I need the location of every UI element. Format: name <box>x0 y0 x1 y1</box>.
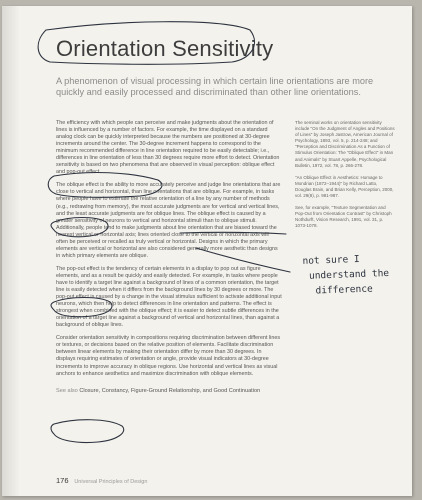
note-line: not sure I <box>302 253 360 267</box>
book-page <box>2 6 412 496</box>
side-note: "An Oblique Effect in Aesthetics: Homage to Mondrian (1872–1944)" by Richard Latto, Douglas Brain, and Brian Kelly, Perception, 2000, vol. 29(8), p. 981-987. <box>295 174 394 199</box>
side-note: See, for example, "Texture Segmentation and Pop-Out from Orientation Contrast" by Christoph Nothdurft, Vision Research, 1991, vol. 31, p. 1073-1078. <box>295 205 392 229</box>
page-gutter-shadow <box>2 6 20 496</box>
book-title-footer: Universal Principles of Design <box>74 479 148 485</box>
see-also <box>56 388 282 395</box>
paragraph-intro: The efficiency with which people can perceive and make judgments about the orientation of lines is influenced by a number of factors. For example, the time displayed on a standard analog clock can be quickly interpreted because the numbers are positioned at 30-degree increments around the center. The 30-degree increment happens to correspond to the minimum recommended difference in line orientation required to be easily detectable; i.e., differences in line orientation of less than 30 degrees require more effort to detect. Orientation sensitivity is based on two phenomena that are observed in visual perception: oblique effect and pop-out effect. <box>56 120 280 176</box>
paragraph-oblique-effect: The oblique effect is the ability to more accurately perceive and judge line orientations that are close to vertical and horizontal, than line orientations that are oblique. For example, in tasks where people have to estimate the relative orientation of a line by any number of methods (e.g., redrawing from memory), the most accurate judgments are for vertical and vertical lines, and the least accurate judgments are for oblique lines. The oblique effect is caused by a greater sensitivity of neurons to vertical and horizontal stimuli than to oblique stimuli. Additionally, people tend to make judgments about line orientation that are biased toward the nearest vertical or horizontal axis; lines oriented close to the vertical or horizontal axis will often be perceived or recalled as truly vertical or horizontal. Designs in which the primary elements are vertical or horizontal are also considered generally more aesthetic than designs in which primary elements are oblique. <box>56 182 281 259</box>
note-line: understand the <box>308 267 390 282</box>
page-subtitle: A phenomenon of visual processing in which certain line orientations are more quickly and easily processed and discriminated than other line orientations. <box>56 76 374 98</box>
note-line: difference <box>315 283 373 297</box>
see-also-label: See also <box>56 387 78 394</box>
page-footer <box>56 476 147 485</box>
see-also-links: Closure, Constancy, Figure-Ground Relationship, and Good Continuation <box>79 387 261 394</box>
side-note: The seminal works on orientation sensitivity include "On the Judgment of Angles and Positions of Lines" by Joseph Jastrow, American Journal of Psychology, 1893, vol. 5, p. 214-248; and "Perception and Discrimination As a Function of Stimulus Orientation: The "Oblique Effect" in Man and Animals" by Stuart Appelle, Psychological Bulletin, 1972, vol. 78, p. 266-278. <box>295 120 395 168</box>
page-number: 176 <box>56 476 69 485</box>
main-text-column <box>56 120 282 401</box>
handwritten-margin-note <box>302 250 414 299</box>
paragraph-pop-out-effect: The pop-out effect is the tendency of certain elements in a display to pop out as figure elements, and as a result be quickly and easily detected. For example, in tasks where people have to identify a target line against a background of lines of a common orientation, the target line is easily detected when it differs from the background lines by 30 degrees or more. The pop-out effect is caused by a change in the visual stimulus sufficient to activate additional input neurons, which then help to detect differences in line orientation and patterns. The effect is strongest when combined with the oblique effect; it is easier to detect subtle differences in the orientation of a target line against a background of vertical and horizontal lines, than against a background of oblique lines. <box>56 265 282 329</box>
paragraph-guideline: Consider orientation sensitivity in compositions requiring discrimination between different lines or textures, or decisions based on the relative position of elements. Facilitate discrimination between linear elements by making their orientation differ by more than 30 degrees. In displays requiring estimates of orientation or angle, provide visual indicators at 30-degree increments to improve accuracy in oblique regions. Use horizontal and vertical lines as visual anchors to enhance aesthetics and maximize discrimination with oblique elements. <box>56 335 281 377</box>
side-notes-column <box>295 120 395 236</box>
page-title: Orientation Sensitivity <box>56 36 274 61</box>
